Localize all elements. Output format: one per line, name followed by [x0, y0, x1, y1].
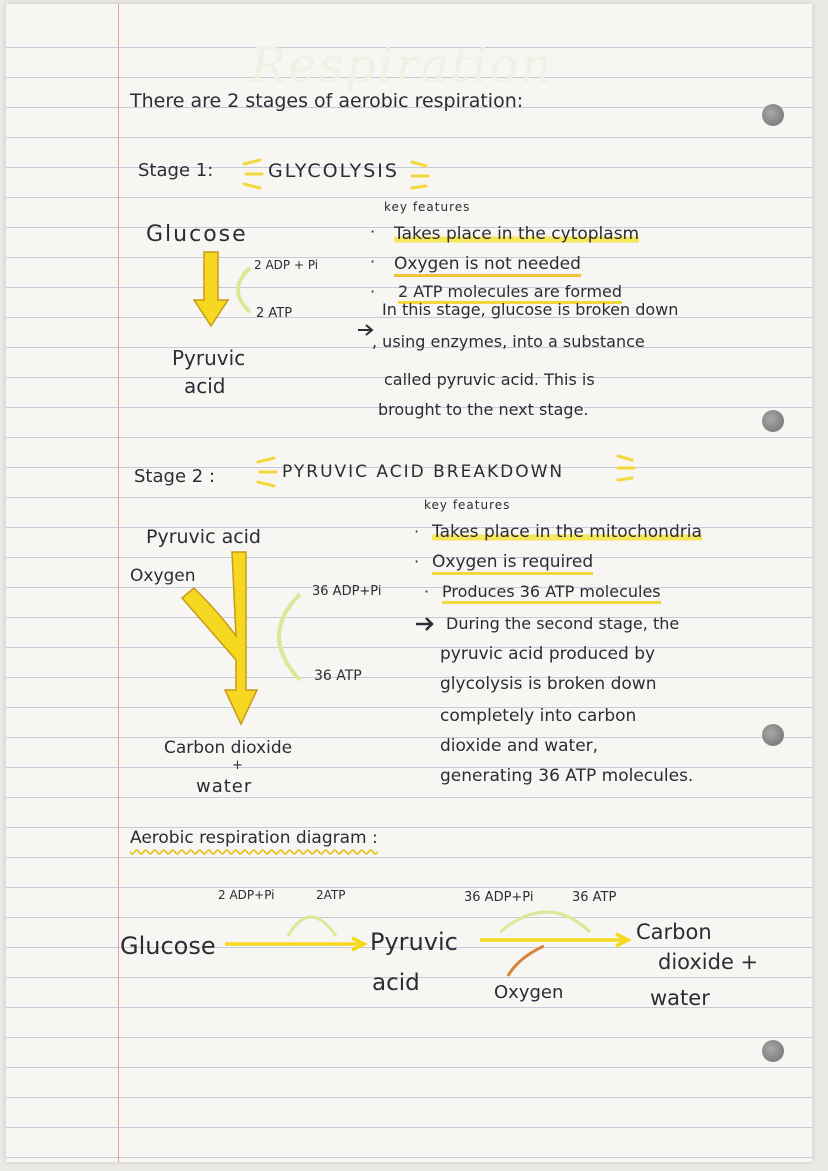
- stage2-note-line-1: During the second stage, the: [446, 614, 680, 633]
- stage1-atp: 2 ATP: [256, 306, 293, 321]
- diagram-atp-curve-2: [500, 912, 590, 932]
- arrow-bullet-icon: [358, 325, 372, 335]
- stage2-label: Stage 2 :: [134, 466, 215, 487]
- stage2-product-line2: water: [196, 776, 253, 797]
- oxygen-input-line: [508, 946, 544, 976]
- breakdown-atp-curve: [279, 594, 300, 680]
- bullet-dot: ·: [414, 522, 420, 541]
- bullet-dot: ·: [370, 222, 376, 241]
- stage1-label: Stage 1:: [138, 160, 214, 181]
- diagram-pyruvic-line2: acid: [372, 970, 420, 996]
- glycolysis-atp-curve: [238, 268, 250, 312]
- bullet-dot: ·: [370, 282, 376, 301]
- diagram-carbon-line2: dioxide +: [658, 950, 759, 974]
- stage2-note-line-4: completely into carbon: [440, 706, 637, 726]
- stage1-product-line2: acid: [184, 374, 226, 398]
- glycolysis-down-arrow: [194, 252, 228, 326]
- stage2-product-plus: +: [232, 758, 243, 773]
- bullet-dot: ·: [424, 582, 430, 601]
- stage2-note-line-3: glycolysis is broken down: [440, 674, 657, 694]
- stage1-feature-2: Oxygen is not needed: [394, 254, 581, 274]
- stage2-feature-1: Takes place in the mitochondria: [432, 522, 702, 542]
- stage2-atp: 36 ATP: [314, 668, 362, 684]
- title-watermark: Respiration: [250, 38, 554, 94]
- stage2-note-line-2: pyruvic acid produced by: [440, 644, 656, 664]
- arrow-bullet-icon: [416, 618, 432, 630]
- diagram-carbon-line1: Carbon: [636, 920, 712, 944]
- stage1-note-line-2: , using enzymes, into a substance: [372, 332, 645, 351]
- diagram-heading: Aerobic respiration diagram :: [130, 828, 378, 848]
- diagram-atp-1: 2ATP: [316, 888, 346, 902]
- stage1-note-line-1: In this stage, glucose is broken down: [382, 300, 679, 319]
- stage2-adp: 36 ADP+Pi: [312, 584, 382, 599]
- stage2-heading: PYRUVIC ACID BREAKDOWN: [282, 462, 565, 482]
- stage1-key-title: key features: [384, 200, 471, 214]
- stage2-product-line1: Carbon dioxide: [164, 738, 293, 758]
- stage1-adp: 2 ADP + Pi: [254, 258, 319, 272]
- stage2-feature-3: Produces 36 ATP molecules: [442, 582, 661, 601]
- stage2-key-title: key features: [424, 498, 511, 512]
- diagram-water: water: [650, 986, 710, 1010]
- intro-text: There are 2 stages of aerobic respiration:: [130, 90, 524, 112]
- stage1-note-line-4: brought to the next stage.: [378, 400, 589, 419]
- stage1-product-line1: Pyruvic: [172, 346, 246, 370]
- diagram-pyruvic-line1: Pyruvic: [370, 928, 458, 956]
- stage1-feature-3: 2 ATP molecules are formed: [398, 282, 622, 301]
- diagram-atp-2: 36 ATP: [572, 890, 617, 905]
- diagram-adp-1: 2 ADP+Pi: [218, 888, 275, 902]
- bullet-dot: ·: [414, 552, 420, 571]
- stage2-feature-2: Oxygen is required: [432, 552, 593, 572]
- diagram-oxygen: Oxygen: [494, 982, 564, 1003]
- diagram-glucose: Glucose: [120, 932, 216, 960]
- bullet-dot: ·: [370, 252, 376, 271]
- stage2-note-line-6: generating 36 ATP molecules.: [440, 766, 694, 786]
- stage1-glucose: Glucose: [146, 222, 248, 247]
- stage1-heading: GLYCOLYSIS: [268, 160, 399, 182]
- stage2-oxygen: Oxygen: [130, 566, 196, 586]
- stage2-note-line-5: dioxide and water,: [440, 736, 599, 756]
- diagram-adp-2: 36 ADP+Pi: [464, 890, 534, 905]
- stage1-note-line-3: called pyruvic acid. This is: [384, 370, 595, 389]
- stage2-pyruvic: Pyruvic acid: [146, 526, 261, 548]
- stage1-feature-1: Takes place in the cytoplasm: [394, 224, 640, 244]
- diagram-atp-curve-1: [288, 917, 336, 936]
